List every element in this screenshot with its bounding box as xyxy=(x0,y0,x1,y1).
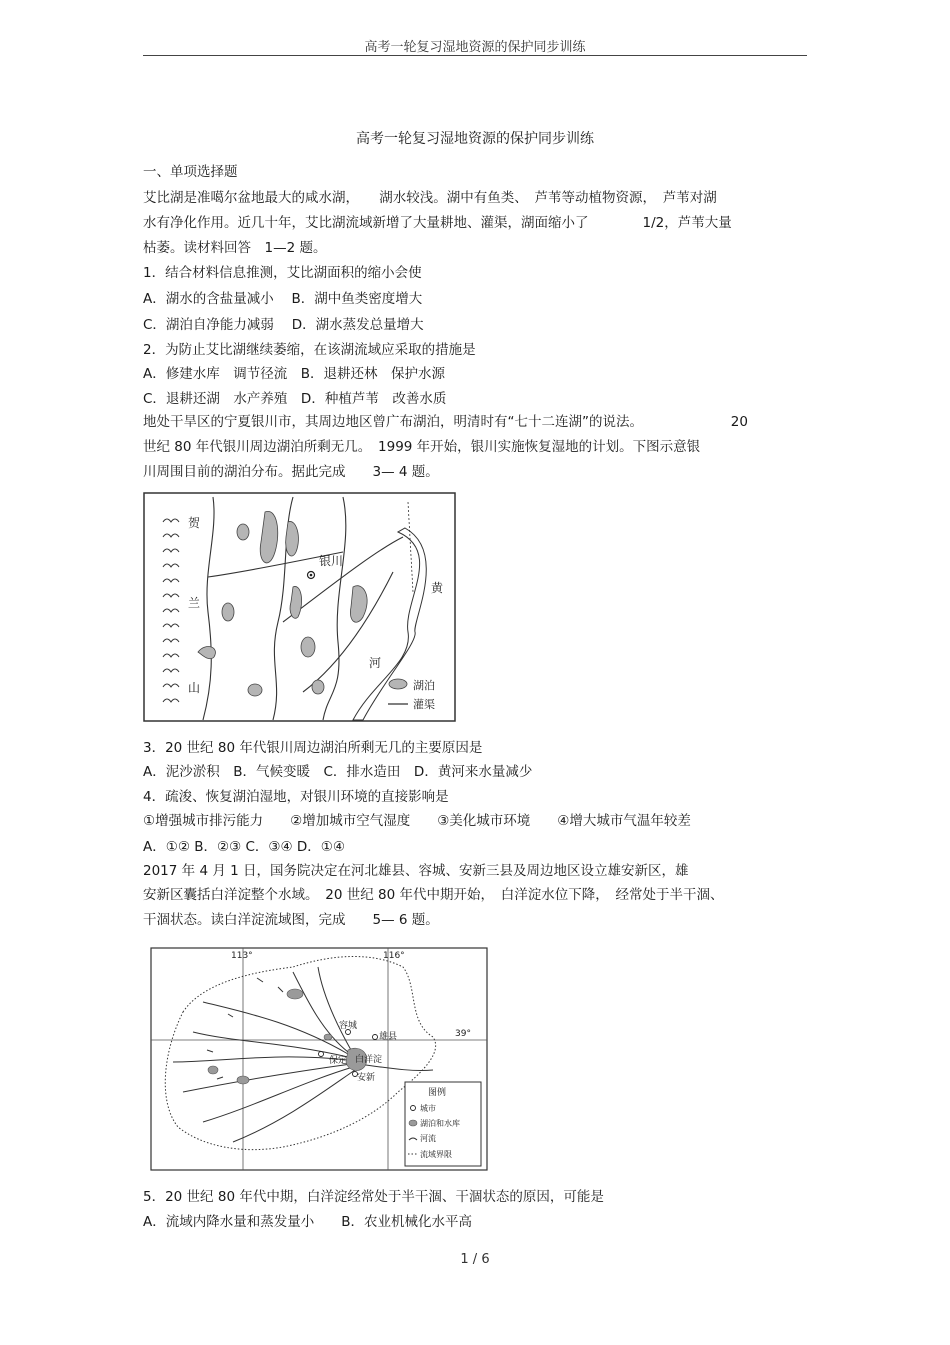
passage2-line1: 地处干旱区的宁夏银川市，其周边地区曾广布湖泊，明清时有“七十二连湖”的说法。 20 xyxy=(143,414,748,430)
town-label-anxin: 安新 xyxy=(357,1073,376,1083)
q2-stem: 2．为防止艾比湖继续萎缩，在该湖流域应采取的措施是 xyxy=(143,342,476,358)
passage3-line1: 2017 年 4 月 1 日，国务院决定在河北雄县、容城、安新三县及周边地区设立雄安新区，雄 xyxy=(143,863,689,879)
river-label-1: 黄 xyxy=(431,581,444,595)
town-label-baoding: 保定 xyxy=(329,1056,348,1066)
lon-label-116: 116° xyxy=(383,951,405,961)
q2-options-row2: C．退耕还湖 水产养殖 D．种植芦苇 改善水质 xyxy=(143,391,447,407)
q4-stem: 4．疏浚、恢复湖泊湿地，对银川环境的直接影响是 xyxy=(143,789,449,805)
lon-label-113: 113° xyxy=(231,951,253,961)
mountain-label-2: 兰 xyxy=(188,596,201,610)
q5-stem: 5．20 世纪 80 年代中期，白洋淀经常处于半干涸、干涸状态的原因，可能是 xyxy=(143,1189,604,1205)
q1-stem: 1．结合材料信息推测，艾比湖面积的缩小会使 xyxy=(143,265,422,281)
map2-legend-title: 图例 xyxy=(428,1088,447,1098)
q3-stem: 3．20 世纪 80 年代银川周边湖泊所剩无几的主要原因是 xyxy=(143,740,483,756)
city-label: 银川 xyxy=(319,554,344,568)
baiyangdian-basin-map xyxy=(143,942,491,1174)
q2-options-row1: A．修建水库 调节径流 B．退耕还林 保护水源 xyxy=(143,366,445,382)
section-heading: 一、单项选择题 xyxy=(143,164,238,180)
map2-legend-city: 城市 xyxy=(420,1104,436,1113)
river-label-2: 河 xyxy=(369,656,382,670)
passage1-line2: 水有净化作用。近几十年，艾比湖流域新增了大量耕地、灌渠，湖面缩小了 1/2，芦苇大量 xyxy=(143,215,732,231)
passage3-line3: 干涸状态。读白洋淀流域图，完成 5— 6 题。 xyxy=(143,912,439,928)
yinchuan-lake-map xyxy=(143,492,456,722)
q1-options-row1: A．湖水的含盐量减小 B．湖中鱼类密度增大 xyxy=(143,291,423,307)
legend-lake-label: 湖泊 xyxy=(413,679,435,692)
legend-city-symbol xyxy=(411,1106,416,1111)
q5-options-row1: A．流域内降水量和蒸发量小 B．农业机械化水平高 xyxy=(143,1214,472,1230)
q1-options-row2: C．湖泊自净能力减弱 D．湖水蒸发总量增大 xyxy=(143,317,424,333)
q4-answers: A．①② B．②③ C．③④ D．①④ xyxy=(143,839,346,855)
town-label-rongcheng: 容城 xyxy=(339,1021,358,1031)
passage2-line3: 川周围目前的湖泊分布。据此完成 3— 4 题。 xyxy=(143,464,439,480)
map2-legend-river: 河流 xyxy=(420,1134,436,1143)
page-number: 1 / 6 xyxy=(460,1252,490,1267)
legend-canal-label: 灌渠 xyxy=(413,698,435,711)
document-title: 高考一轮复习湿地资源的保护同步训练 xyxy=(356,131,594,147)
lat-label-39: 39° xyxy=(455,1029,471,1039)
map2-legend-lake: 湖泊和水库 xyxy=(420,1119,460,1128)
legend-lake-swatch xyxy=(389,679,407,689)
passage2-line2: 世纪 80 年代银川周边湖泊所剩无几。 1999 年开始，银川实施恢复湿地的计划。下图示意银 xyxy=(143,439,701,455)
q4-options: ①增强城市排污能力 ②增加城市空气湿度 ③美化城市环境 ④增大城市气温年较差 xyxy=(143,813,691,829)
header-divider xyxy=(143,55,807,56)
mountain-label-3: 山 xyxy=(188,681,201,695)
running-header: 高考一轮复习湿地资源的保护同步训练 xyxy=(364,40,586,55)
town-label-xiongxian: 雄县 xyxy=(379,1032,398,1042)
passage1-line3: 枯萎。读材料回答 1—2 题。 xyxy=(143,240,327,256)
mountain-label-1: 贺 xyxy=(188,516,201,530)
q3-options-row1: A．泥沙淤积 B．气候变暖 C．排水造田 D．黄河来水量减少 xyxy=(143,764,533,780)
passage1-line1: 艾比湖是准噶尔盆地最大的咸水湖， 湖水较浅。湖中有鱼类、 芦苇等动植物资源， 芦苇对湖 xyxy=(143,190,717,206)
town-label-baiyangdian: 白洋淀 xyxy=(355,1055,383,1065)
map2-legend-boundary: 流域界限 xyxy=(420,1150,452,1159)
legend-lake-symbol xyxy=(409,1120,417,1126)
passage3-line2: 安新区囊括白洋淀整个水域。 20 世纪 80 年代中期开始， 白洋淀水位下降， 经常处于半干涸、 xyxy=(143,887,724,903)
